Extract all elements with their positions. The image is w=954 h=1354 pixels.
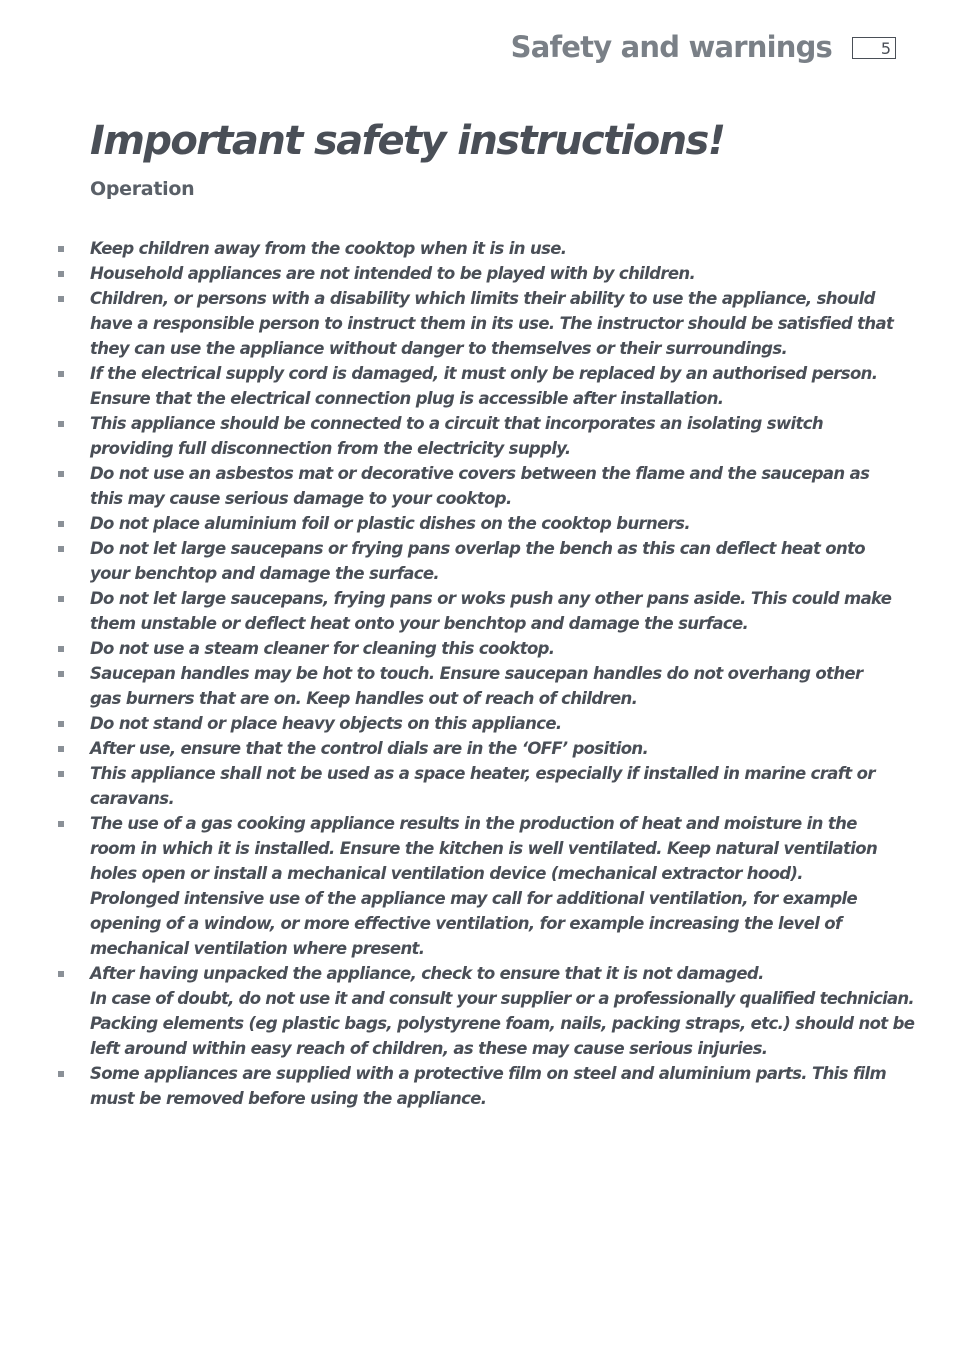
bullet-square-icon <box>58 421 64 427</box>
list-item-text: Household appliances are not intended to be played with by children. <box>90 264 696 283</box>
list-item-text: This appliance shall not be used as a space heater, especially if installed in marine craft or <box>90 764 875 783</box>
list-item-text: must be removed before using the appliance. <box>90 1089 487 1108</box>
list-item-text: The use of a gas cooking appliance results in the production of heat and moisture in the <box>90 814 857 833</box>
bullet-square-icon <box>58 471 64 477</box>
bullet-square-icon <box>58 746 64 752</box>
list-item-text: Do not use an asbestos mat or decorative covers between the flame and the saucepan as <box>90 464 870 483</box>
list-item-text: your benchtop and damage the surface. <box>90 564 440 583</box>
list-item <box>90 286 905 361</box>
list-item-text: this may cause serious damage to your cooktop. <box>90 489 512 508</box>
list-item-text: left around within easy reach of children, as these may cause serious injuries. <box>90 1039 768 1058</box>
list-item <box>90 361 905 411</box>
list-item-text: mechanical ventilation where present. <box>90 939 425 958</box>
bullet-square-icon <box>58 246 64 252</box>
list-item <box>90 411 905 461</box>
bullet-square-icon <box>58 821 64 827</box>
bullet-square-icon <box>58 521 64 527</box>
list-item-text: Packing elements (eg plastic bags, polystyrene foam, nails, packing straps, etc.) should not be <box>90 1014 915 1033</box>
list-item <box>90 536 905 586</box>
list-item <box>90 661 905 711</box>
bullet-square-icon <box>58 546 64 552</box>
list-item <box>90 761 905 811</box>
list-item-text: In case of doubt, do not use it and consult your supplier or a professionally qualified technician. <box>90 989 914 1008</box>
list-item-text: Keep children away from the cooktop when it is in use. <box>90 239 567 258</box>
list-item-text: Prolonged intensive use of the appliance may call for additional ventilation, for example <box>90 889 858 908</box>
list-item-text: Do not let large saucepans or frying pans overlap the bench as this can deflect heat onto <box>90 539 865 558</box>
list-item <box>90 261 905 286</box>
list-item-text: Saucepan handles may be hot to touch. Ensure saucepan handles do not overhang other <box>90 664 863 683</box>
bullet-square-icon <box>58 271 64 277</box>
list-item-text: Do not place aluminium foil or plastic dishes on the cooktop burners. <box>90 514 690 533</box>
list-item-text: caravans. <box>90 789 175 808</box>
list-item-text: providing full disconnection from the electricity supply. <box>90 439 571 458</box>
list-item-text: After use, ensure that the control dials are in the ‘OFF’ position. <box>90 739 649 758</box>
bullet-square-icon <box>58 971 64 977</box>
list-item <box>90 811 905 961</box>
page-header <box>511 30 896 64</box>
list-item <box>90 236 905 261</box>
section-title: Safety and warnings <box>510 30 832 64</box>
list-item <box>90 711 905 736</box>
bullet-square-icon <box>58 721 64 727</box>
list-item-text: them unstable or deflect heat onto your benchtop and damage the surface. <box>90 614 749 633</box>
list-item <box>90 511 905 536</box>
list-item-text: have a responsible person to instruct them in its use. The instructor should be satisfied that <box>90 314 894 333</box>
list-item-text: Some appliances are supplied with a protective film on steel and aluminium parts. This film <box>90 1064 887 1083</box>
list-item-text: This appliance should be connected to a circuit that incorporates an isolating switch <box>90 414 824 433</box>
bullet-square-icon <box>58 596 64 602</box>
page-title: Important safety instructions! <box>90 118 725 164</box>
list-item-text: opening of a window, or more effective ventilation, for example increasing the level of <box>90 914 842 933</box>
safety-instructions-list <box>90 236 915 1111</box>
list-item-text: After having unpacked the appliance, check to ensure that it is not damaged. <box>90 964 764 983</box>
list-item-text: gas burners that are on. Keep handles out of reach of children. <box>90 689 638 708</box>
list-item-text: Do not use a steam cleaner for cleaning this cooktop. <box>90 639 555 658</box>
list-item-text: they can use the appliance without danger to themselves or their surroundings. <box>90 339 788 358</box>
list-item <box>90 461 905 511</box>
list-item <box>90 586 905 636</box>
list-item <box>90 961 915 1061</box>
bullet-square-icon <box>58 1071 64 1077</box>
list-item <box>90 736 905 761</box>
list-item-text: Children, or persons with a disability which limits their ability to use the appliance, should <box>90 289 875 308</box>
section-heading: Operation <box>90 178 195 200</box>
list-item-text: Do not stand or place heavy objects on this appliance. <box>90 714 562 733</box>
bullet-square-icon <box>58 371 64 377</box>
list-item-text: room in which it is installed. Ensure the kitchen is well ventilated. Keep natural ventilation <box>90 839 878 858</box>
bullet-square-icon <box>58 296 64 302</box>
list-item-text: Ensure that the electrical connection plug is accessible after installation. <box>90 389 724 408</box>
bullet-square-icon <box>58 671 64 677</box>
list-item <box>90 1061 905 1111</box>
bullet-square-icon <box>58 646 64 652</box>
bullet-square-icon <box>58 771 64 777</box>
list-item-text: Do not let large saucepans, frying pans or woks push any other pans aside. This could make <box>90 589 892 608</box>
page-number: 5 <box>852 37 896 59</box>
list-item-text: holes open or install a mechanical ventilation device (mechanical extractor hood). <box>90 864 803 883</box>
list-item <box>90 636 905 661</box>
list-item-text: If the electrical supply cord is damaged, it must only be replaced by an authorised person. <box>90 364 878 383</box>
